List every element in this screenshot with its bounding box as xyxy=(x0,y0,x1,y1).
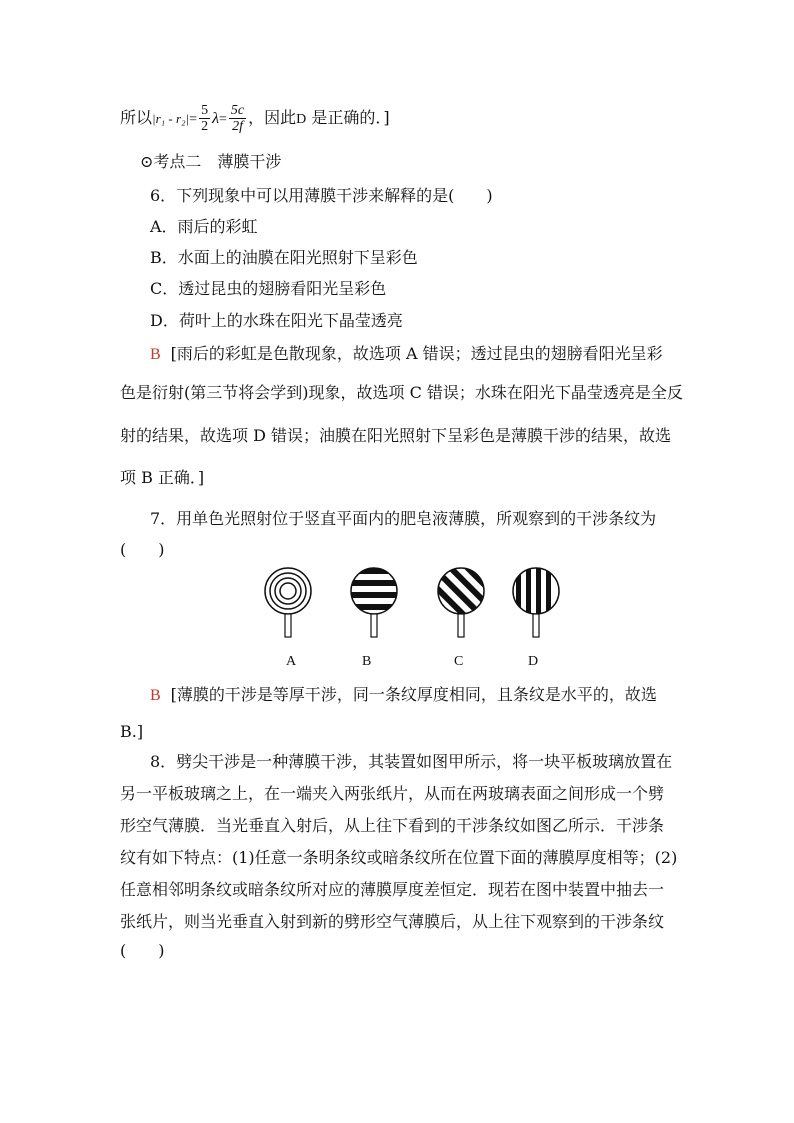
option-ref: D xyxy=(296,112,307,127)
abs-diff: |r₁ - r₂| xyxy=(152,111,190,126)
q6-explanation-line: 射的结果，故选项 D 错误；油膜在阳光照射下呈彩色是薄膜干涉的结果，故选 xyxy=(120,426,672,445)
frac-numerator: 5c xyxy=(230,103,245,118)
figure-label-c: C xyxy=(454,654,464,669)
frac-numerator: 5 xyxy=(201,103,209,118)
figure-label-b: B xyxy=(362,654,372,669)
formula-line xyxy=(120,103,390,134)
q6-option-b: B．水面上的油膜在阳光照射下呈彩色 xyxy=(150,248,418,267)
fringe-figure xyxy=(250,562,570,644)
q7-stem-blank: ( ) xyxy=(120,540,165,559)
section-title: ⊙考点二 薄膜干涉 xyxy=(140,152,282,171)
fringe-option-c xyxy=(426,562,500,637)
q6-stem: 6．下列现象中可以用薄膜干涉来解释的是( ) xyxy=(150,186,493,205)
q7-explanation-line xyxy=(150,685,657,706)
q8-line: 另一平板玻璃之上，在一端夹入两张纸片，从而在两玻璃表面之间形成一个劈 xyxy=(120,784,665,803)
q8-line: ( ) xyxy=(120,941,165,960)
figure-label-d: D xyxy=(528,654,539,669)
fraction-5c-2f xyxy=(229,103,246,134)
equals-sign: = xyxy=(189,112,198,127)
q6-option-a: A．雨后的彩虹 xyxy=(150,217,258,236)
frac-denominator: 2 xyxy=(201,119,209,134)
answer-letter: B xyxy=(150,687,161,704)
q7-explanation-line: B.] xyxy=(120,722,144,741)
q6-option-d: D．荷叶上的水珠在阳光下晶莹透亮 xyxy=(150,311,403,330)
explanation-text: [薄膜的干涉是等厚干涉，同一条纹厚度相同，且条纹是水平的，故选 xyxy=(170,685,657,704)
q6-explanation-line xyxy=(150,344,663,365)
q8-line: 任意相邻明条纹或暗条纹所对应的薄膜厚度差恒定．现若在图中装置中抽去一 xyxy=(120,880,665,899)
q7-stem: 7．用单色光照射位于竖直平面内的肥皂液薄膜，所观察到的干涉条纹为 xyxy=(150,509,657,528)
q8-line: 张纸片，则当光垂直入射到新的劈形空气薄膜后，从上往下观察到的干涉条纹 xyxy=(120,912,665,931)
formula-suffix: ，因此 xyxy=(248,108,297,127)
fringe-option-a xyxy=(265,568,311,637)
q8-line: 形空气薄膜．当光垂直入射后，从上往下看到的干涉条纹如图乙所示．干涉条 xyxy=(120,816,665,835)
q8-line: 纹有如下特点：(1)任意一条明条纹或暗条纹所在位置下面的薄膜厚度相等；(2) xyxy=(120,848,678,867)
lambda-symbol: λ xyxy=(212,110,219,127)
q6-explanation-line: 项 B 正确．] xyxy=(120,468,205,487)
fraction-five-halves xyxy=(199,103,210,134)
frac-denominator: 2f xyxy=(232,119,243,134)
q8-line: 8．劈尖干涉是一种薄膜干涉，其装置如图甲所示，将一块平板玻璃放置在 xyxy=(150,752,673,771)
answer-letter: B xyxy=(150,346,161,363)
figure-label-a: A xyxy=(286,654,297,669)
q6-explanation-line: 色是衍射(第三节将会学到)现象，故选项 C 错误；水珠在阳光下晶莹透亮是全反 xyxy=(120,383,683,402)
fringe-option-b xyxy=(350,568,400,637)
equals-sign: = xyxy=(219,112,227,127)
formula-prefix: 所以 xyxy=(120,108,153,127)
explanation-text: [雨后的彩虹是色散现象，故选项 A 错误；透过昆虫的翅膀看阳光呈彩 xyxy=(170,344,663,363)
fringe-option-d xyxy=(513,566,559,637)
q6-option-c: C．透过昆虫的翅膀看阳光呈彩色 xyxy=(150,279,387,298)
formula-suffix: 是正确的．] xyxy=(311,108,390,127)
